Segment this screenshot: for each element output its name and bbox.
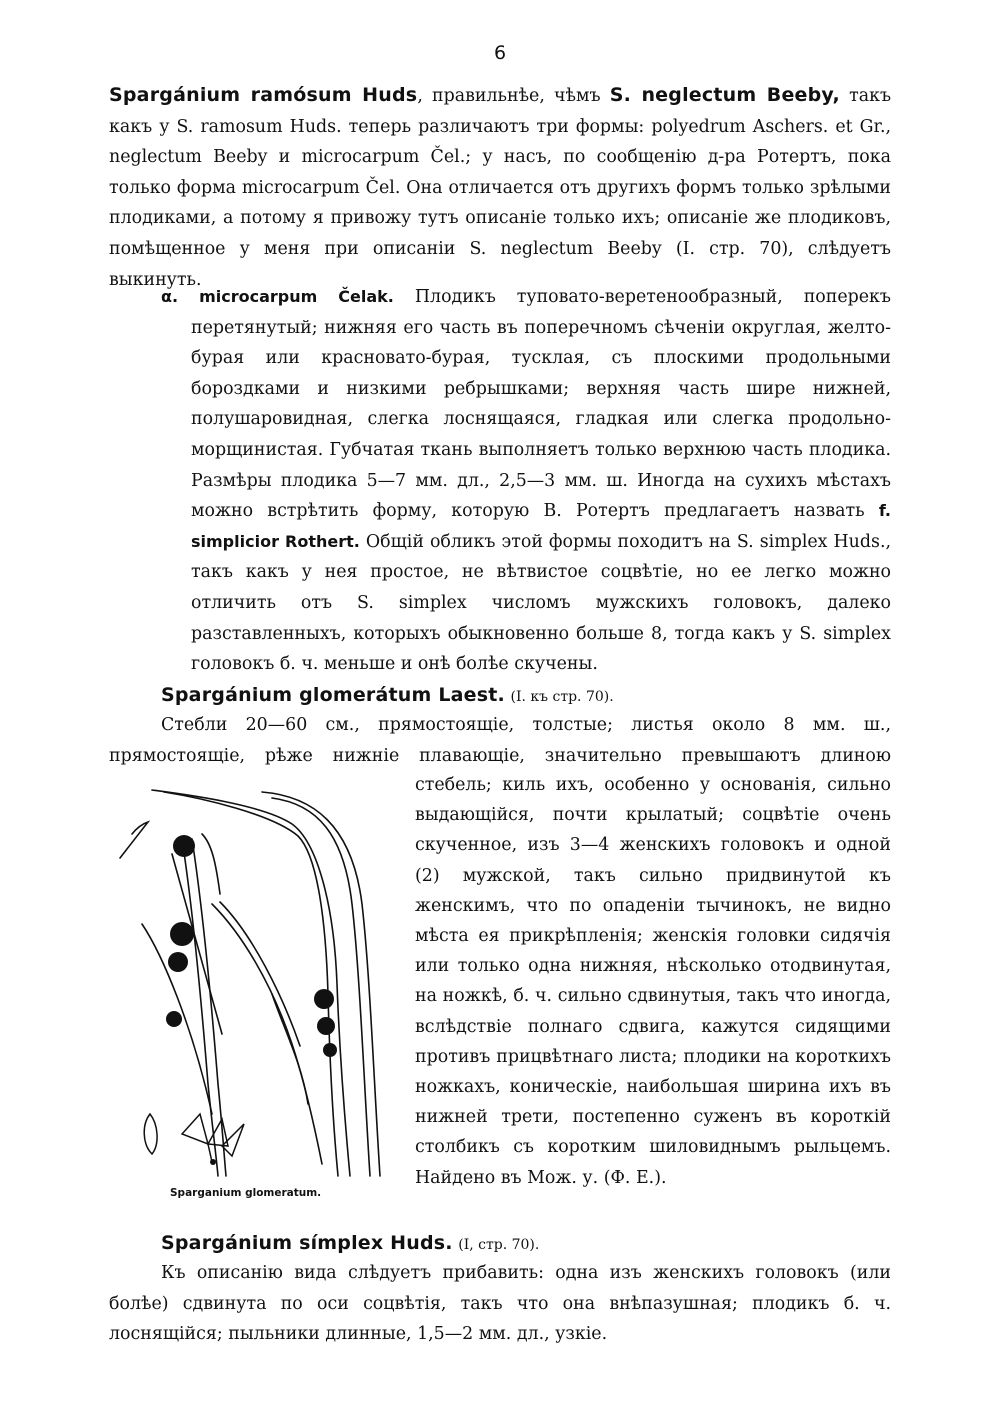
neglectum-name: S. neglectum Beeby, <box>609 84 840 106</box>
variety-text2: Общій обликъ этой формы походитъ на S. simplex Huds., такъ какъ у нея простое, не вѣтвистое соцвѣтіе, но ее легко можно отличить отъ S. simplex числомъ мужскихъ головокъ, далеко разставленныхъ, которыхъ обыкновенно больше 8, тогда какъ у S. simplex головокъ б. ч. меньше и онѣ болѣе скучены. <box>191 531 891 675</box>
glomeratum-top-text: Стебли 20—60 см., прямостоящіе, толстые; листья около 8 мм. ш., прямостоящіе, рѣже нижніе плавающіе, значительно превышаютъ длиною <box>109 715 891 766</box>
bract-base <box>210 1159 216 1165</box>
glomeratum-heading: Spargánium glomerátum Laest. <box>161 684 505 706</box>
glomeratum-right-text: стебель; киль ихъ, особенно у основанія, сильно выдающійся, почти крылатый; соцвѣтіе очень скученное, изъ 3—4 женскихъ головокъ и одной (2) мужской, такъ сильно придвинутой къ женскимъ, что по опаденіи тычинокъ, не видно мѣста ея прикрѣпленія; женскія головки сидячія или только одна нижняя, нѣсколько отодвинутая, на ножкѣ, б. ч. сильно сдвинутыя, такъ что иногда, вслѣдствіе полнаго сдвига, кажутся сидящими противъ прицвѣтнаго листа; плодики на короткихъ ножкахъ, коническіе, наибольшая ширина ихъ въ нижней трети, постепенно суженъ въ короткій столбикъ съ коротким шиловиднымъ рыльцемъ. Найдено въ Мож. у. (Ф. Е.). <box>415 775 891 1188</box>
bract-detail-3 <box>222 1124 244 1156</box>
bract-detail-1 <box>182 1114 208 1144</box>
stem-8 <box>272 994 308 1104</box>
male-head-top <box>173 835 195 857</box>
variety-label: α. microcarpum Čelak. <box>161 287 394 306</box>
variety-text1: Плодикъ туповато-веретенообразный, поперекъ перетянутый; нижняя его часть въ поперечномъ сѣченіи округлая, желто-бурая или красновато-бурая, тусклая, съ плоскими продольными бороздками и низкими ребрышками; верхняя часть шире нижней, полушаровидная, слегка лоснящаяся, гладкая или слегка продольно-морщинистая. Губчатая ткань выполняетъ только верхнюю часть плодика. Размѣры плодика 5—7 мм. дл., 2,5—3 мм. ш. Иногда на сухихъ мѣстахъ можно встрѣтить форму, которую В. Ротертъ предлагаетъ назвать <box>191 287 891 522</box>
female-head-3 <box>166 1011 182 1027</box>
stem-7 <box>202 834 220 894</box>
glomeratum-heading-line <box>161 680 891 713</box>
ramosum-heading: Spargánium ramósum Huds <box>109 84 418 106</box>
ramosum-paragraph <box>109 80 891 295</box>
female-head-2 <box>168 952 188 972</box>
page-number: 6 <box>493 42 507 64</box>
female-head-4 <box>314 989 334 1009</box>
simplex-heading-line <box>161 1228 891 1261</box>
simplex-text: Къ описанію вида слѣдуетъ прибавить: одна изъ женскихъ головокъ (или болѣе) сдвинута по оси соцвѣтія, такъ что она внѣпазушная; плодикъ б. ч. лоснящійся; пыльники длинные, 1,5—2 мм. дл., узкіе. <box>109 1263 891 1345</box>
stem-5 <box>212 904 322 1164</box>
stem-1 <box>182 839 218 1176</box>
glomeratum-illustration <box>112 784 408 1184</box>
female-head-6 <box>323 1043 337 1057</box>
simplex-heading: Spargánium símplex Huds. <box>161 1232 453 1254</box>
figure-caption: Sparganium glomeratum. <box>170 1187 322 1199</box>
ramosum-text: такъ какъ у S. ramosum Huds. теперь различаютъ три формы: polyedrum Aschers. et Gr., neglectum Beeby и microcarpum Čel.; у насъ, по сообщенію д-ра Ротертъ, пока только форма microcarpum Čel. Она отличается отъ другихъ формъ только зрѣлыми плодиками, а потому я привожу тутъ описаніе только ихъ; описаніе же плодиковъ, помѣщенное у меня при описаніи S. neglectum Beeby (I. стр. 70), слѣдуетъ выкинуть. <box>109 86 892 290</box>
simplex-ref: (I, стр. 70). <box>458 1237 540 1253</box>
form-label: f. simplicior Rothert. <box>191 501 891 551</box>
section-ramosum <box>109 80 891 295</box>
stem-6 <box>220 902 300 1046</box>
variety-paragraph <box>109 282 891 680</box>
fruit-detail <box>144 1114 157 1154</box>
variety-block <box>109 282 891 680</box>
bract-stalk <box>208 1144 212 1162</box>
ramosum-heading-rest: , правильнѣе, чѣмъ <box>417 86 610 106</box>
glomeratum-right-column <box>415 770 891 1193</box>
female-head-1 <box>170 922 194 946</box>
glomeratum-ref: (I. къ стр. 70). <box>510 689 614 705</box>
glomeratum-top-text-wrap <box>109 710 891 771</box>
simplex-text-wrap <box>109 1258 891 1350</box>
leaf-outline-3 <box>262 792 380 1176</box>
stem-2 <box>192 839 226 1176</box>
female-head-5 <box>317 1017 335 1035</box>
leaf-outline-4 <box>272 798 370 1176</box>
leaf-tip <box>120 822 148 858</box>
